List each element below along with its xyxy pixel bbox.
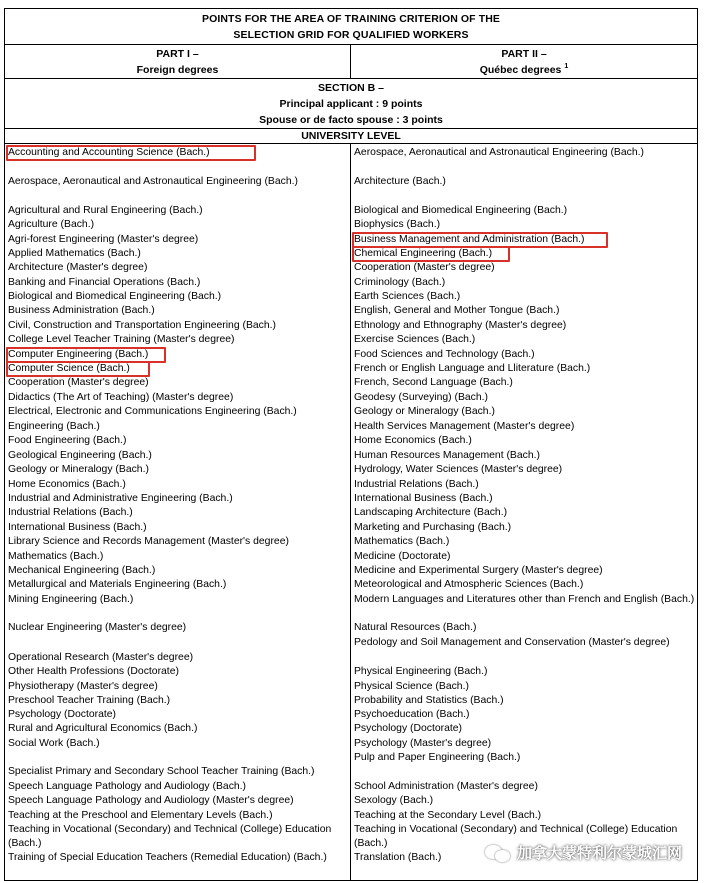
quebec-degree-item: Geodesy (Surveying) (Bach.) [354,392,488,403]
quebec-degree-item: Marketing and Purchasing (Bach.) [354,522,512,533]
foreign-degree-item: Industrial Relations (Bach.) [8,507,133,518]
quebec-degree-item: Geology or Mineralogy (Bach.) [354,406,495,417]
title-line-2: SELECTION GRID FOR QUALIFIED WORKERS [233,28,469,41]
quebec-degree-item: Ethnology and Ethnography (Master's degree) [354,320,567,331]
watermark [485,842,682,863]
quebec-degree-item: Meteorological and Atmospheric Sciences (Bach.) [354,579,584,590]
foreign-degree-item: Computer Science (Bach.) [8,363,130,374]
quebec-degree-item: Physical Engineering (Bach.) [354,666,488,677]
wechat-icon [485,843,511,863]
foreign-degree-item: Applied Mathematics (Bach.) [8,248,141,259]
foreign-degree-item: Banking and Financial Operations (Bach.) [8,277,201,288]
foreign-degree-item: Speech Language Pathology and Audiology (Bach.) [8,781,247,792]
foreign-degree-item: Rural and Agricultural Economics (Bach.) [8,723,198,734]
quebec-degree-item: Pedology and Soil Management and Conservation (Master's degree) [354,637,670,648]
principal-points: Principal applicant : 9 points [279,97,423,110]
foreign-degree-item: Industrial and Administrative Engineering (Bach.) [8,493,233,504]
quebec-degree-item: Earth Sciences (Bach.) [354,291,461,302]
foreign-degree-item: Biological and Biomedical Engineering (Bach.) [8,291,222,302]
quebec-degree-item: Teaching at the Secondary Level (Bach.) [354,810,542,821]
section-header [5,79,697,129]
degree-columns [5,144,697,881]
quebec-degree-item: Physical Science (Bach.) [354,681,469,692]
criteria-table [4,8,698,881]
foreign-degree-item: Other Health Professions (Doctorate) [8,666,179,677]
quebec-degree-item: Criminology (Bach.) [354,277,446,288]
quebec-degree-item: Probability and Statistics (Bach.) [354,695,504,706]
foreign-degree-item: Nuclear Engineering (Master's degree) [8,622,187,633]
quebec-degree-item: Teaching in Vocational (Secondary) and Technical (College) Education (Bach.) [354,824,678,850]
foreign-degree-item: Civil, Construction and Transportation Engineering (Bach.) [8,320,276,331]
foreign-degrees-column [5,144,351,881]
foreign-degree-item: Social Work (Bach.) [8,738,100,749]
foreign-degree-item: Food Engineering (Bach.) [8,435,127,446]
parts-header [5,45,697,79]
quebec-degree-item: Medicine and Experimental Surgery (Master's degree) [354,565,603,576]
title-line-1: POINTS FOR THE AREA OF TRAINING CRITERION OF THE [201,12,501,25]
quebec-degree-item: English, General and Mother Tongue (Bach.) [354,305,560,316]
foreign-degree-item: Geology or Mineralogy (Bach.) [8,464,149,475]
foreign-degree-item: Library Science and Records Management (Master's degree) [8,536,289,547]
footnote-marker: 1 [564,63,569,70]
table-title [5,9,697,45]
quebec-degree-item: French or English Language and Lliterature (Bach.) [354,363,591,374]
foreign-degree-item: Training of Special Education Teachers (Remedial Education) (Bach.) [8,852,327,863]
part-1-subtitle: Foreign degrees [136,63,219,76]
quebec-degree-item: Sexology (Bach.) [354,795,434,806]
foreign-degree-item: Agricultural and Rural Engineering (Bach.) [8,205,203,216]
part-2-header [351,45,697,78]
quebec-degree-item: Aerospace, Aeronautical and Astronautical Engineering (Bach.) [354,147,644,158]
quebec-degree-item: Human Resources Management (Bach.) [354,450,540,461]
quebec-degree-item: Architecture (Bach.) [354,176,446,187]
foreign-degree-item: Geological Engineering (Bach.) [8,450,152,461]
foreign-degree-item: Architecture (Master's degree) [8,262,148,273]
quebec-degree-item: Psychoeducation (Bach.) [354,709,470,720]
foreign-degree-item: Mathematics (Bach.) [8,551,104,562]
foreign-degree-item: Agri-forest Engineering (Master's degree) [8,234,199,245]
foreign-degree-item: International Business (Bach.) [8,522,147,533]
quebec-degrees-column [351,144,697,881]
quebec-degree-item: Biophysics (Bach.) [354,219,441,230]
foreign-degree-item: Electrical, Electronic and Communications Engineering (Bach.) [8,406,297,417]
quebec-degree-item: International Business (Bach.) [354,493,493,504]
foreign-degree-item: Speech Language Pathology and Audiology (Master's degree) [8,795,294,806]
quebec-degree-item: Landscaping Architecture (Bach.) [354,507,508,518]
foreign-degree-item: Aerospace, Aeronautical and Astronautical Engineering (Bach.) [8,176,298,187]
quebec-degree-item: Hydrology, Water Sciences (Master's degree) [354,464,563,475]
foreign-degree-item: Agriculture (Bach.) [8,219,95,230]
foreign-degree-item: Teaching at the Preschool and Elementary Levels (Bach.) [8,810,273,821]
quebec-degree-item: Mathematics (Bach.) [354,536,450,547]
spouse-points: Spouse or de facto spouse : 3 points [259,113,443,126]
foreign-degree-item: Business Administration (Bach.) [8,305,155,316]
quebec-degree-item: Medicine (Doctorate) [354,551,451,562]
foreign-degree-item: Psychology (Doctorate) [8,709,116,720]
foreign-degree-item: Preschool Teacher Training (Bach.) [8,695,171,706]
foreign-degree-item: Physiotherapy (Master's degree) [8,681,158,692]
foreign-degree-item: Didactics (The Art of Teaching) (Master's degree) [8,392,234,403]
part-2-label: PART II – [501,47,547,60]
quebec-degree-item: Chemical Engineering (Bach.) [354,248,493,259]
quebec-degree-item: Health Services Management (Master's degree) [354,421,575,432]
part-2-subtitle: Québec degrees [479,63,562,76]
foreign-degree-item: Mining Engineering (Bach.) [8,594,134,605]
quebec-degree-item: Biological and Biomedical Engineering (Bach.) [354,205,568,216]
quebec-degree-item: Natural Resources (Bach.) [354,622,477,633]
quebec-degree-item: Industrial Relations (Bach.) [354,479,479,490]
quebec-degree-item: Modern Languages and Literatures other than French and English (Bach.) [354,594,695,605]
level-label: UNIVERSITY LEVEL [301,130,401,142]
foreign-degree-item: Specialist Primary and Secondary School Teacher Training (Bach.) [8,766,315,777]
quebec-degree-item: French, Second Language (Bach.) [354,377,513,388]
quebec-degree-item: Business Management and Administration (Bach.) [354,234,585,245]
quebec-degree-item: Psychology (Doctorate) [354,723,462,734]
quebec-degree-item: Translation (Bach.) [354,852,442,863]
foreign-degree-item: Home Economics (Bach.) [8,479,126,490]
quebec-degree-item: Pulp and Paper Engineering (Bach.) [354,752,521,763]
quebec-degree-item: Home Economics (Bach.) [354,435,472,446]
foreign-degree-item: Engineering (Bach.) [8,421,100,432]
foreign-degree-item: Cooperation (Master's degree) [8,377,149,388]
foreign-degree-item: College Level Teacher Training (Master's degree) [8,334,235,345]
foreign-degree-item: Accounting and Accounting Science (Bach.) [8,147,210,158]
quebec-degree-item: School Administration (Master's degree) [354,781,538,792]
part-1-label: PART I – [156,47,199,60]
foreign-degree-item: Mechanical Engineering (Bach.) [8,565,156,576]
foreign-degree-item: Operational Research (Master's degree) [8,652,194,663]
foreign-degree-item: Computer Engineering (Bach.) [8,349,149,360]
part-2-subtitle-wrap [480,62,569,78]
watermark-text: 加拿大蒙特利尔蒙城汇网 [516,845,682,862]
section-title: SECTION B – [318,81,384,94]
university-level-header [5,129,697,144]
foreign-degree-item: Teaching in Vocational (Secondary) and Technical (College) Education (Bach.) [8,824,332,850]
part-1-header [5,45,351,78]
quebec-degree-item: Psychology (Master's degree) [354,738,492,749]
quebec-degree-item: Exercise Sciences (Bach.) [354,334,476,345]
quebec-degree-item: Cooperation (Master's degree) [354,262,495,273]
foreign-degree-item: Metallurgical and Materials Engineering (Bach.) [8,579,227,590]
quebec-degree-item: Food Sciences and Technology (Bach.) [354,349,535,360]
